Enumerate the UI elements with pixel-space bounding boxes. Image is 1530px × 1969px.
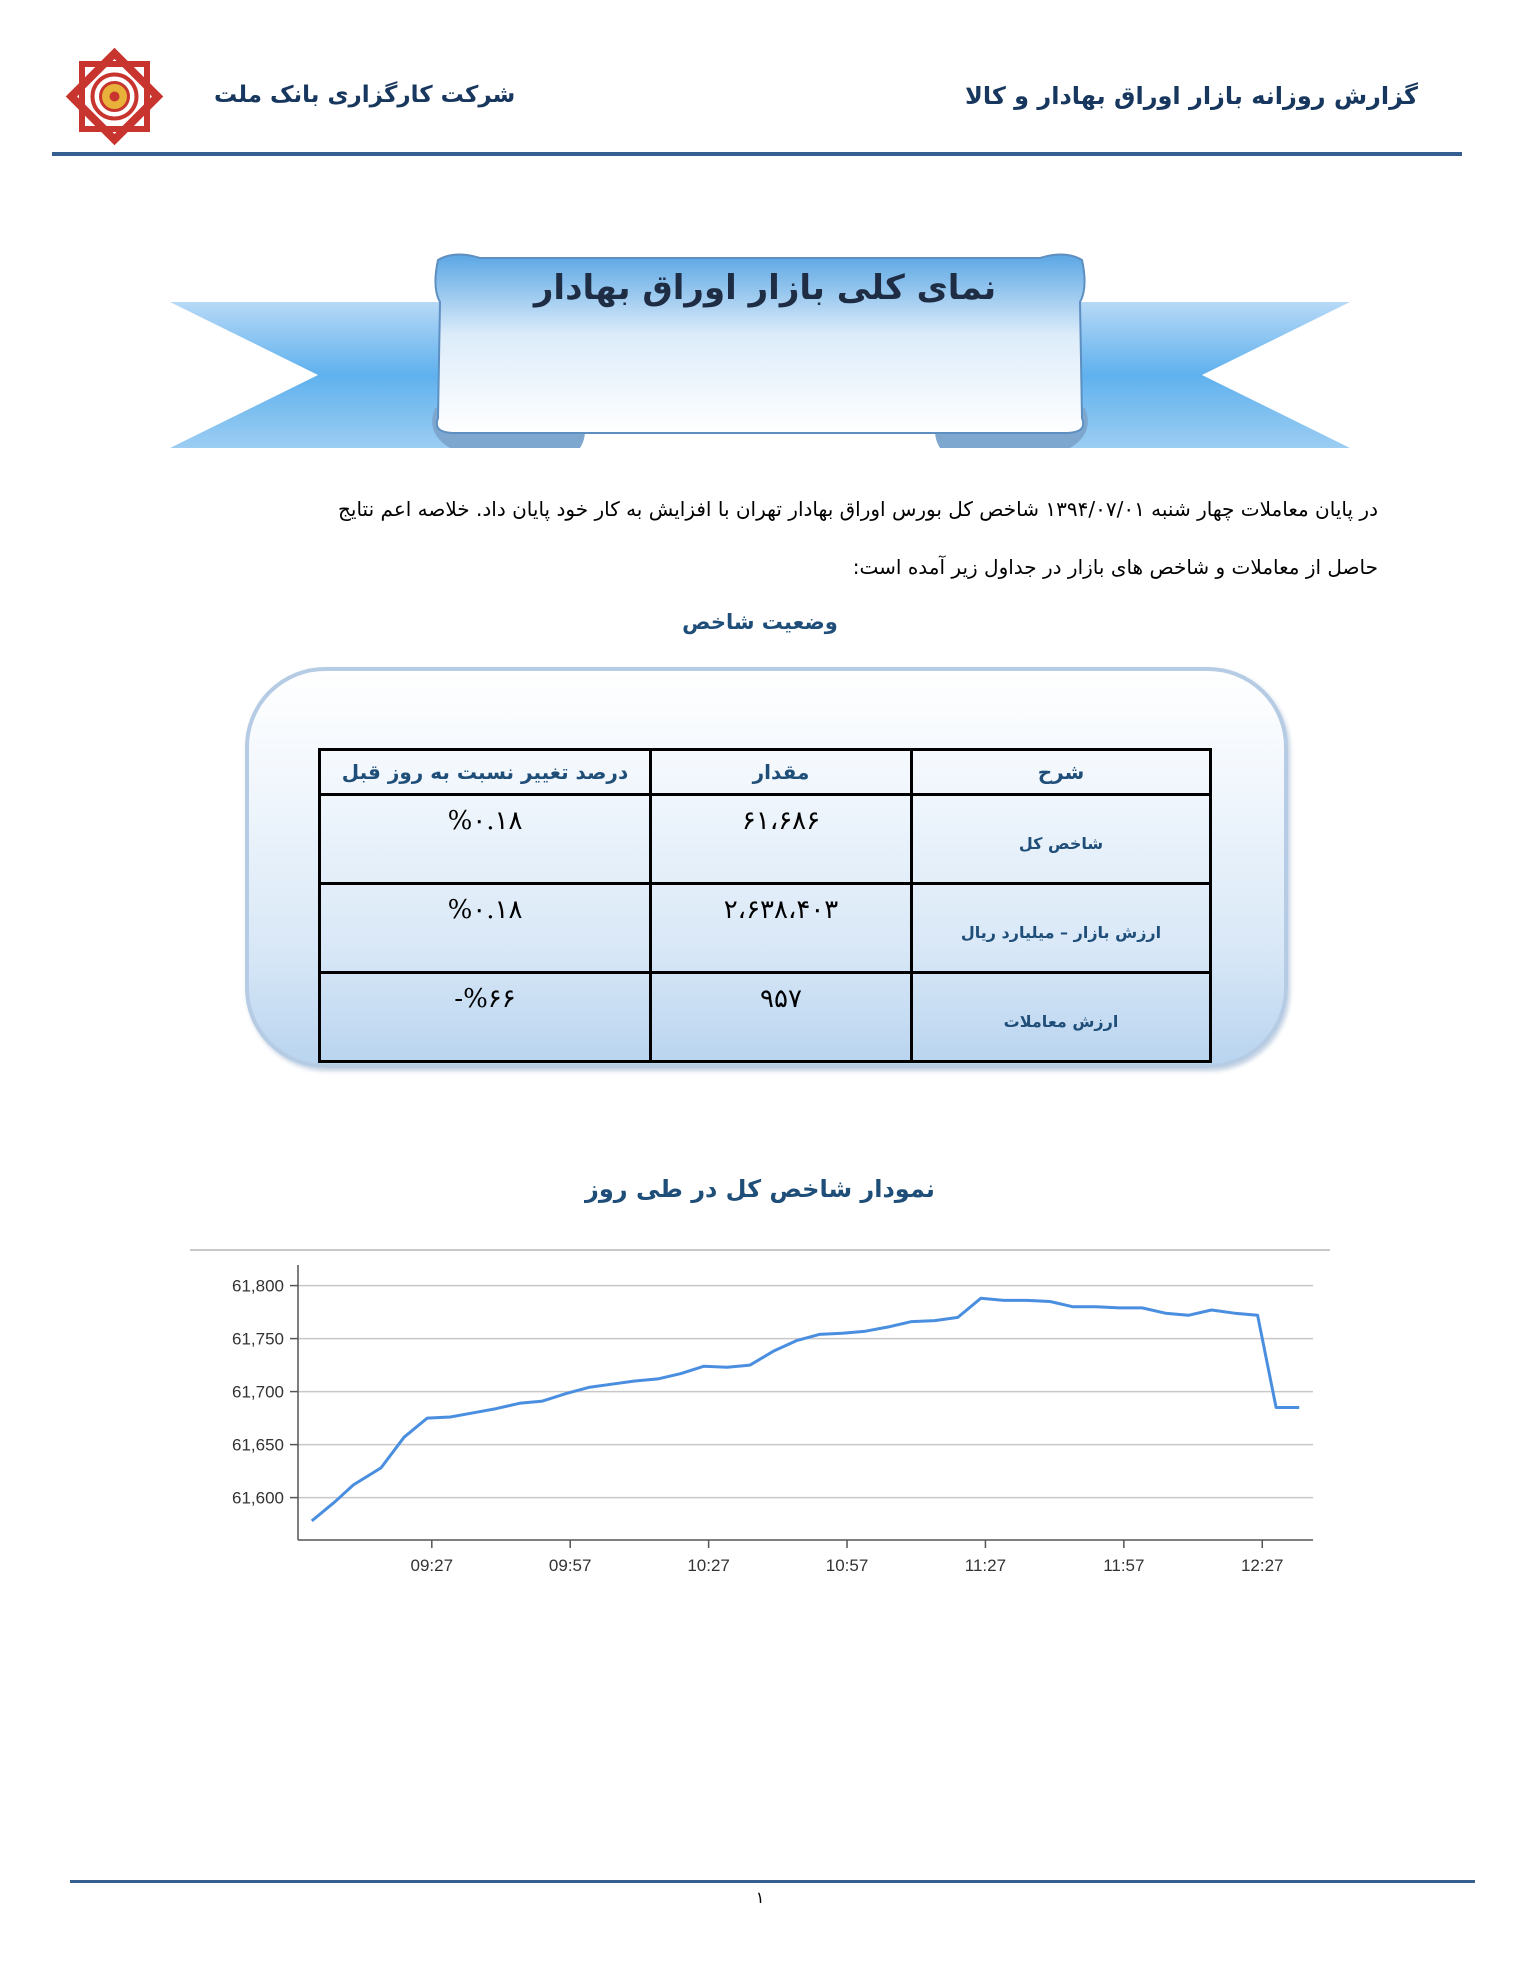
intraday-index-chart (190, 1245, 1330, 1605)
intro-paragraph-line-2: حاصل از معاملات و شاخص های بازار در جداول زیر آمده است: (852, 555, 1378, 579)
table-row (320, 795, 1211, 884)
x-tick-label: 09:57 (548, 1556, 592, 1575)
company-name: شرکت کارگزاری بانک ملت (214, 82, 516, 108)
row-value: ۶۱،۶۸۶ (651, 795, 912, 884)
y-tick-label: 61,600 (232, 1488, 284, 1508)
y-tick-label: 61,750 (232, 1329, 284, 1349)
x-tick-label: 11:27 (964, 1556, 1007, 1575)
table-row (320, 973, 1211, 1062)
header-divider (52, 152, 1462, 156)
row-change: %۰.۱۸ (320, 884, 651, 973)
x-tick-label: 11:57 (1103, 1556, 1145, 1575)
x-tick-label: 09:27 (410, 1556, 454, 1575)
column-header-description: شرح (912, 750, 1211, 795)
x-tick-label: 12:27 (1240, 1556, 1284, 1575)
row-label: ارزش معاملات (912, 973, 1211, 1062)
y-tick-label: 61,700 (232, 1382, 284, 1402)
y-tick-label: 61,650 (232, 1435, 284, 1455)
table-row (320, 884, 1211, 973)
x-tick-label: 10:57 (825, 1556, 869, 1575)
y-tick-label: 61,800 (232, 1276, 284, 1296)
x-tick-label: 10:27 (687, 1556, 730, 1575)
index-status-table (318, 748, 1212, 1063)
index-status-heading: وضعیت شاخص (682, 610, 838, 634)
column-header-change-percent: درصد تغییر نسبت به روز قبل (320, 750, 651, 795)
row-change: %۰.۱۸ (320, 795, 651, 884)
table-header-row (320, 750, 1211, 795)
banner-title: نمای کلی بازار اوراق بهادار (533, 268, 997, 308)
footer-divider (70, 1880, 1475, 1883)
bank-mellat-logo (62, 46, 167, 146)
page-number: ۱ (755, 1888, 765, 1907)
row-label: ارزش بازار – میلیارد ریال (912, 884, 1211, 973)
report-title: گزارش روزانه بازار اوراق بهادار و کالا (964, 82, 1418, 110)
row-label: شاخص کل (912, 795, 1211, 884)
intraday-chart-heading: نمودار شاخص کل در طی روز (585, 1175, 935, 1203)
intro-paragraph-line-1: در پایان معاملات چهار شنبه ۱۳۹۴/۰۷/۰۱ شاخص کل بورس اوراق بهادار تهران با افزایش به کار خود پایان داد. خلاصه اعم نتایج (337, 497, 1378, 521)
row-change: -%۶۶ (320, 973, 651, 1062)
column-header-value: مقدار (651, 750, 912, 795)
row-value: ۹۵۷ (651, 973, 912, 1062)
row-value: ۲،۶۳۸،۴۰۳ (651, 884, 912, 973)
series-line-total-index (312, 1298, 1299, 1521)
